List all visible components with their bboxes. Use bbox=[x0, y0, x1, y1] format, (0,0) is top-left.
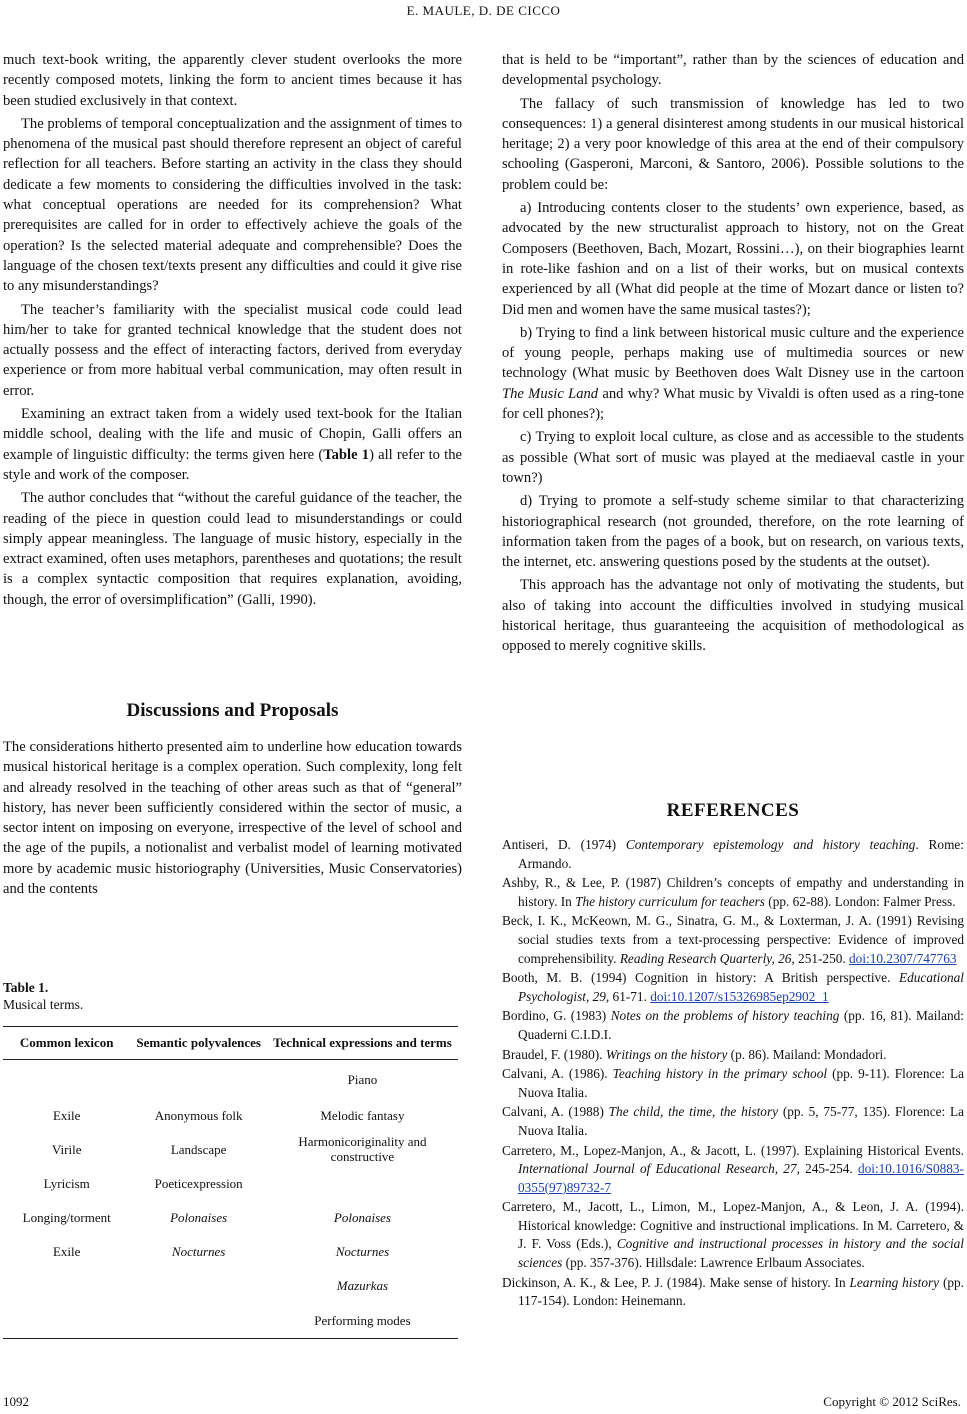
doi-link[interactable]: doi:10.1207/s15326985ep2902_1 bbox=[650, 988, 829, 1004]
table-row bbox=[3, 1268, 458, 1302]
table-header-row bbox=[3, 1027, 458, 1060]
reference-item bbox=[502, 1142, 964, 1198]
reference-title: The history curriculum for teachers bbox=[575, 893, 765, 909]
reference-text: (pp. 16, 81). Mailand: Quaderni C.I.D.I. bbox=[518, 1008, 964, 1042]
cartoon-title: The Music Land bbox=[502, 385, 599, 402]
paragraph bbox=[502, 323, 964, 424]
reference-text: Calvani, A. (1988) bbox=[502, 1104, 609, 1120]
table-row bbox=[3, 1200, 458, 1234]
table-cell: Polonaises bbox=[170, 1209, 228, 1225]
table-cell: Mazurkas bbox=[336, 1277, 389, 1293]
reference-text: (pp. 357-376). Hillsdale: Lawrence Erlbaum Associates. bbox=[562, 1255, 865, 1271]
table-cell: Lyricism bbox=[43, 1175, 90, 1191]
reference-text: Antiseri, D. (1974) bbox=[502, 837, 626, 852]
reference-text: Carretero, M., Lopez-Manjon, A., & Jacott, L. (1997). Explaining Historical Events. bbox=[502, 1142, 964, 1158]
paragraph: d) Trying to promote a self-study scheme similar to that characterizing historiographical research (not grounded, therefore, on the rote learning of information taken from the pages of a book, but on research, on various texts, the internet, etc. answering questions posed by the students at the outset). bbox=[502, 493, 964, 571]
reference-title: Cognitive and instructional processes in history and the social sciences bbox=[518, 1236, 964, 1271]
page-number: 1092 bbox=[3, 1394, 29, 1409]
table-row bbox=[3, 1234, 458, 1268]
table-cell: Exile bbox=[52, 1243, 81, 1259]
table-cell: Poeticexpression bbox=[154, 1175, 243, 1191]
reference-text: Ashby, R., & Lee, P. (1987) Children’s concepts of empathy and understanding in history. In bbox=[502, 875, 964, 909]
table-reference: Table 1 bbox=[323, 446, 370, 463]
reference-item bbox=[502, 1274, 964, 1311]
table-cell: Harmonicoriginality and constructive bbox=[298, 1134, 427, 1164]
left-column-lower bbox=[3, 737, 462, 902]
paragraph-text: b) Trying to find a link between historical music culture and the experience of young people, perhaps making use of multimedia sources or new technology (What music by Beethoven does Walt Disney use in the cartoon bbox=[502, 324, 964, 382]
paragraph: c) Trying to exploit local culture, as close and as accessible to the students as possible (What sort of music was played at the mediaeval castle in your town?) bbox=[502, 429, 964, 486]
table-row bbox=[3, 1098, 458, 1132]
column-header: Technical expressions and terms bbox=[267, 1027, 458, 1060]
reference-text: Braudel, F. (1980). bbox=[502, 1046, 606, 1062]
table-title: Musical terms. bbox=[3, 997, 84, 1012]
reference-text: Dickinson, A. K., & Lee, P. J. (1984). Make sense of history. In bbox=[502, 1274, 850, 1290]
table-cell bbox=[267, 1166, 458, 1200]
table-cell: Longing/torment bbox=[22, 1209, 111, 1225]
musical-terms-table bbox=[3, 1026, 458, 1339]
table-row bbox=[3, 1060, 458, 1099]
reference-title: Contemporary epistemology and history teaching bbox=[625, 837, 916, 852]
reference-title: Reading Research Quarterly, 26, bbox=[619, 950, 795, 966]
reference-title: The child, the time, the history bbox=[608, 1104, 779, 1120]
paragraph: The teacher’s familiarity with the specialist musical code could lead him/her to take for granted technical knowledge that the student does not actually possess and the effect of interacting factors, derived from everyday experience or from more habitual verbal communication, may often result in error. bbox=[3, 301, 462, 399]
reference-list bbox=[502, 836, 964, 1312]
column-header: Common lexicon bbox=[3, 1027, 130, 1060]
reference-text: . Rome: Armando. bbox=[518, 837, 965, 871]
paragraph: The considerations hitherto presented aim to underline how education towards musical historical heritage is a complex operation. Such complexity, long felt and already resolved in the teaching of other areas such as that of “general” history, has never been sufficiently considered within the sector of music, a sector intent on imposing on everyone, irrespective of the level of school and the age of the pupils, a notionalist and verbalist model of learning motivated more by academic music historiography (Universities, Music Conservatories) and the contents bbox=[3, 739, 462, 898]
reference-text: (pp. 9-11). Florence: La Nuova Italia. bbox=[518, 1066, 965, 1100]
table-row bbox=[3, 1132, 458, 1166]
reference-text: (pp. 117-154). London: Heinemann. bbox=[518, 1274, 964, 1309]
reference-item bbox=[502, 969, 964, 1006]
table-cell bbox=[3, 1268, 130, 1302]
reference-title: Writings on the history bbox=[605, 1046, 728, 1062]
table-cell bbox=[3, 1302, 130, 1339]
table-cell bbox=[3, 1060, 130, 1099]
reference-item bbox=[502, 1198, 964, 1272]
reference-item bbox=[502, 836, 964, 873]
paragraph-text: ) all refer to the style and work of the composer. bbox=[3, 446, 463, 483]
reference-text: (p. 86). Mailand: Mondadori. bbox=[727, 1046, 887, 1062]
section-heading: Discussions and Proposals bbox=[126, 700, 339, 721]
reference-text: Carretero, M., Jacott, L., Limon, M., Lopez-Manjon, A., & Leon, J. A. (1994). Historical knowledge: Cognitive and instructional implications. In M. Carretero, & J. F. Voss (Eds.), bbox=[502, 1199, 964, 1252]
reference-title: Teaching history in the primary school bbox=[612, 1066, 828, 1082]
reference-item bbox=[502, 1103, 964, 1140]
paragraph: The author concludes that “without the careful guidance of the teacher, the reading of the piece in question could lead to misunderstandings or could simply appear meaningless. The language of music history, especially in the extract examined, often uses metaphors, parentheses and quotations; the result is a complex syntactic composition that requires explanation, avoiding, though, the error of oversimplification” (Galli, 1990). bbox=[3, 490, 462, 608]
table-cell: Nocturnes bbox=[335, 1243, 390, 1259]
table-cell bbox=[130, 1302, 267, 1339]
table-cell: Anonymous folk bbox=[154, 1107, 243, 1123]
reference-title: Educational Psychologist, 29, bbox=[518, 970, 964, 1004]
table-caption bbox=[3, 979, 83, 1013]
running-header: E. MAULE, D. DE CICCO bbox=[406, 3, 561, 18]
reference-item bbox=[502, 874, 964, 911]
table-row bbox=[3, 1166, 458, 1200]
reference-item bbox=[502, 1007, 964, 1044]
paragraph-text: and why? What music by Vivaldi is often used as a ring-tone for cell phones?); bbox=[502, 385, 964, 423]
copyright-notice: Copyright © 2012 SciRes. bbox=[823, 1394, 961, 1409]
table-cell: Nocturnes bbox=[171, 1243, 226, 1259]
reference-text: 245-254. bbox=[799, 1161, 858, 1177]
table-cell: Piano bbox=[347, 1071, 378, 1087]
reference-title: Learning history bbox=[849, 1274, 940, 1290]
reference-text: (pp. 5, 75-77, 135). Florence: La Nuova Italia. bbox=[518, 1104, 965, 1138]
paragraph: The problems of temporal conceptualization and the assignment of times to phenomena of the musical past should therefore represent an object of careful reflection for all teachers. Before starting an activity in the class they should dedicate a few moments to considering the difficulties involved in the task: what conceptual operations are needed for its comprehension? What prerequisites are called for in order to effectively achieve the goals of the operation? Is the selected material adequate and comprehensible? Does the language of the chosen text/texts present any difficulties and could it give rise to any misunderstandings? bbox=[3, 115, 462, 295]
reference-text: Bordino, G. (1983) bbox=[502, 1008, 611, 1024]
right-column bbox=[502, 50, 964, 660]
table-cell: Performing modes bbox=[267, 1302, 458, 1339]
doi-link[interactable]: doi:10.2307/747763 bbox=[849, 950, 957, 966]
reference-text: 251-250. bbox=[794, 950, 850, 966]
table-label: Table 1. bbox=[3, 980, 49, 995]
reference-text: 61-71. bbox=[609, 988, 651, 1004]
table-cell: Polonaises bbox=[333, 1209, 391, 1225]
reference-item bbox=[502, 1065, 964, 1102]
references-heading: REFERENCES bbox=[666, 800, 800, 821]
reference-title: Notes on the problems of history teaching bbox=[610, 1008, 840, 1024]
reference-text: (pp. 62-88). London: Falmer Press. bbox=[764, 893, 956, 909]
paragraph: a) Introducing contents closer to the students’ own experience, based, as advocated by the new structuralist approach to history, not on the Great Composers (Beethoven, Bach, Mozart, Rossini…), on their biographies learnt in rote-like fashion and on a list of their works, but on musical contexts experienced by all (What did people at the time of Mozart dance or listen to? Did men and women have the same musical tastes?); bbox=[502, 200, 964, 318]
reference-text: Beck, I. K., McKeown, M. G., Sinatra, G. M., & Loxterman, J. A. (1991) Revising social studies texts from a text-processing perspective: Evidence of improved comprehensibility. bbox=[502, 913, 964, 966]
reference-text: Booth, M. B. (1994) Cognition in history: A British perspective. bbox=[502, 970, 899, 986]
reference-title: International Journal of Educational Research, 27, bbox=[518, 1161, 800, 1177]
table-cell: Landscape bbox=[170, 1141, 227, 1157]
reference-item bbox=[502, 1046, 964, 1065]
paragraph: This approach has the advantage not only of motivating the students, but also of taking into account the difficulties involved in studying musical historical heritage, thus guaranteeing the acquisition of methodological as opposed to merely cognitive skills. bbox=[502, 577, 964, 655]
left-column bbox=[3, 50, 462, 613]
reference-text: Calvani, A. (1986). bbox=[502, 1066, 613, 1082]
table-cell bbox=[130, 1060, 267, 1099]
table-cell bbox=[130, 1268, 267, 1302]
table-cell: Melodic fantasy bbox=[320, 1107, 405, 1123]
paragraph: that is held to be “important”, rather than by the sciences of education and developmental psychology. bbox=[502, 52, 964, 89]
paragraph-text: Examining an extract taken from a widely used text-book for the Italian middle school, dealing with the life and music of Chopin, Galli offers an example of linguistic difficulty: the terms given here ( bbox=[3, 406, 462, 463]
paragraph: The fallacy of such transmission of knowledge has led to two consequences: 1) a general disinterest among students in our musical historical heritage; 2) a very poor knowledge of this area at the end of their compulsory schooling (Gasperoni, Marconi, & Santoro, 2006). Possible solutions to the problem could be: bbox=[502, 95, 964, 193]
column-header: Semantic polyvalences bbox=[130, 1027, 267, 1060]
doi-link[interactable]: doi:10.1016/S0883-0355(97)89732-7 bbox=[518, 1161, 964, 1195]
paragraph: much text-book writing, the apparently clever student overlooks the more recently composed motets, linking the form to ancient times because it has been studied exclusively in that context. bbox=[3, 52, 462, 109]
paragraph bbox=[3, 404, 462, 485]
table-cell: Exile bbox=[52, 1107, 81, 1123]
reference-item bbox=[502, 912, 964, 968]
table-row bbox=[3, 1302, 458, 1339]
table-cell: Virile bbox=[51, 1141, 82, 1157]
